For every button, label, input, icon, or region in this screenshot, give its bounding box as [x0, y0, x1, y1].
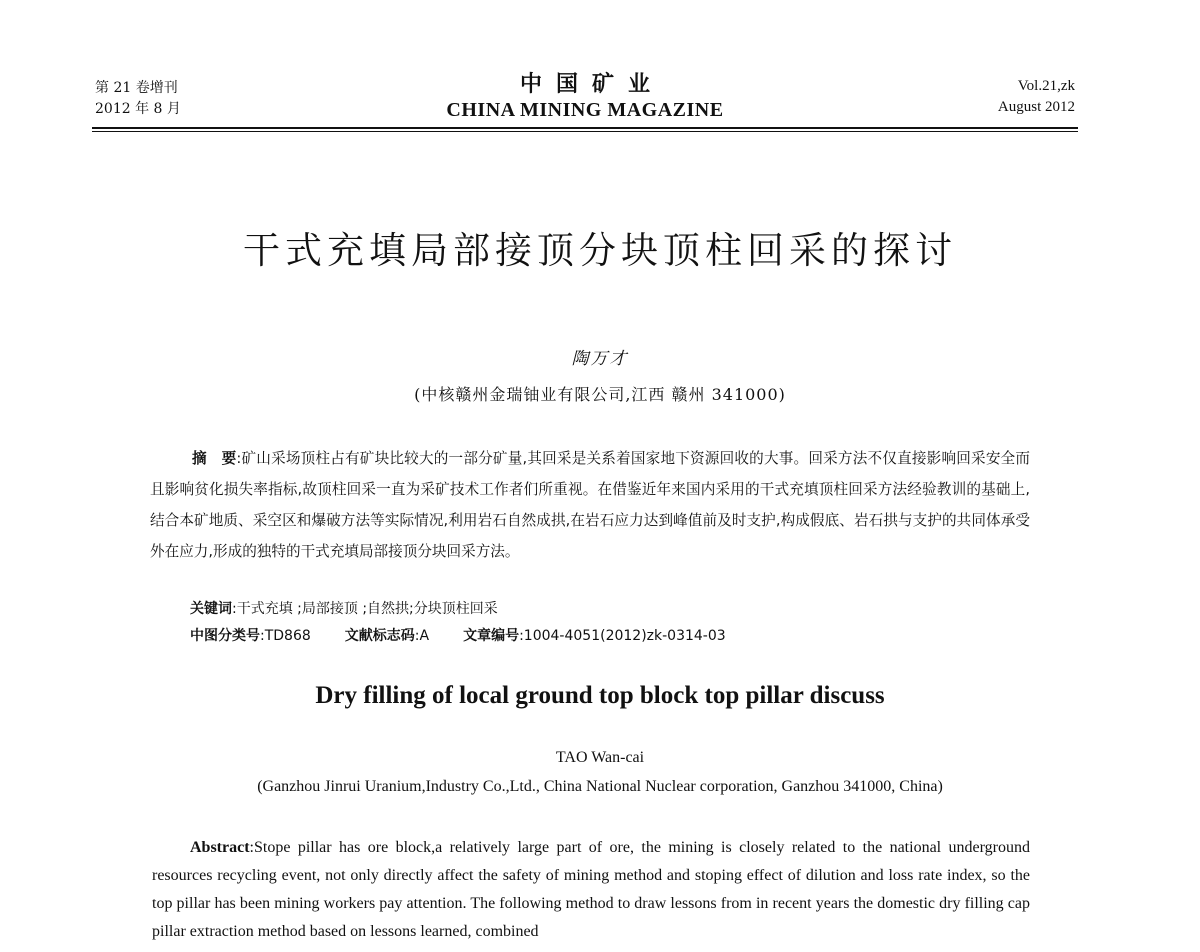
journal-name-en: CHINA MINING MAGAZINE — [446, 99, 724, 121]
author-cn: 陶万才 — [571, 349, 629, 369]
keywords-text-cn: :干式充填 ;局部接顶 ;自然拱;分块顶柱回采 — [232, 601, 498, 617]
abstract-label-cn: 摘 要 — [192, 450, 237, 467]
affiliation-cn: (中核赣州金瑞铀业有限公司,江西 赣州 341000) — [414, 385, 786, 404]
abstract-text-cn: :矿山采场顶柱占有矿块比较大的一部分矿量,其回采是关系着国家地下资源回收的大事。回采方法不仅直接影响回采安全而且影响贫化损失率指标,故顶柱回采一直为采矿技术工作者们所重视。在借鉴近年来国内采用的干式充填顶柱回采方法经验教训的基础上,结合本矿地质、采空区和爆破方法等实际情况,利用岩石自然成拱,在岩石应力达到峰值前及时支护,构成假底、岩石拱与支护的共同体承受外在应力,形成的独特的干式充填局部接顶分块回采方法。 — [150, 450, 1030, 560]
affiliation-en: (Ganzhou Jinrui Uranium,Industry Co.,Ltd., China National Nuclear corporation, Ganzhou 341000, China) — [257, 778, 943, 795]
header-issue-en — [998, 76, 1075, 118]
article-no-value: :1004-4051(2012)zk-0314-03 — [519, 628, 726, 644]
running-header — [95, 72, 1075, 124]
article-title-en: Dry filling of local ground top block top pillar discuss — [315, 682, 885, 709]
clc-label: 中图分类号 — [190, 628, 260, 644]
doc-code-label: 文献标志码 — [344, 628, 415, 644]
keywords-label-cn: 关键词 — [190, 601, 232, 617]
journal-name-cn: 中国矿业 — [519, 71, 664, 97]
volume-en: Vol.21,zk — [1017, 78, 1075, 94]
abstract-cn — [150, 443, 1030, 567]
header-rule-thin — [92, 131, 1078, 132]
abstract-text-en: :Stope pillar has ore block,a relatively large part of ore, the mining is closely related to the national underground resources recycling event, not only directly affect the safety of mining method and stoping effect of dilution and loss rate index, so the top pillar has been mining workers pay attention. The following method to draw lessons from in recent years the domestic dry filling cap pillar extraction method based on lessons learned, combined — [152, 839, 1030, 940]
volume-cn: 第 21 卷增刊 — [95, 80, 178, 96]
date-en: August 2012 — [997, 99, 1075, 115]
keywords-cn — [190, 596, 498, 622]
article-title-cn: 干式充填局部接顶分块顶柱回采的探讨 — [243, 229, 957, 272]
classification-line — [190, 623, 726, 649]
author-en: TAO Wan-cai — [555, 749, 645, 766]
header-rule — [92, 127, 1078, 129]
abstract-en — [152, 834, 1030, 946]
abstract-label-en: Abstract — [190, 839, 250, 856]
clc-value: :TD868 — [260, 628, 311, 644]
date-cn: 2012 年 8 月 — [95, 101, 181, 117]
article-no-label: 文章编号 — [463, 628, 520, 644]
journal-name — [95, 72, 1075, 122]
doc-code-value: :A — [414, 628, 430, 644]
